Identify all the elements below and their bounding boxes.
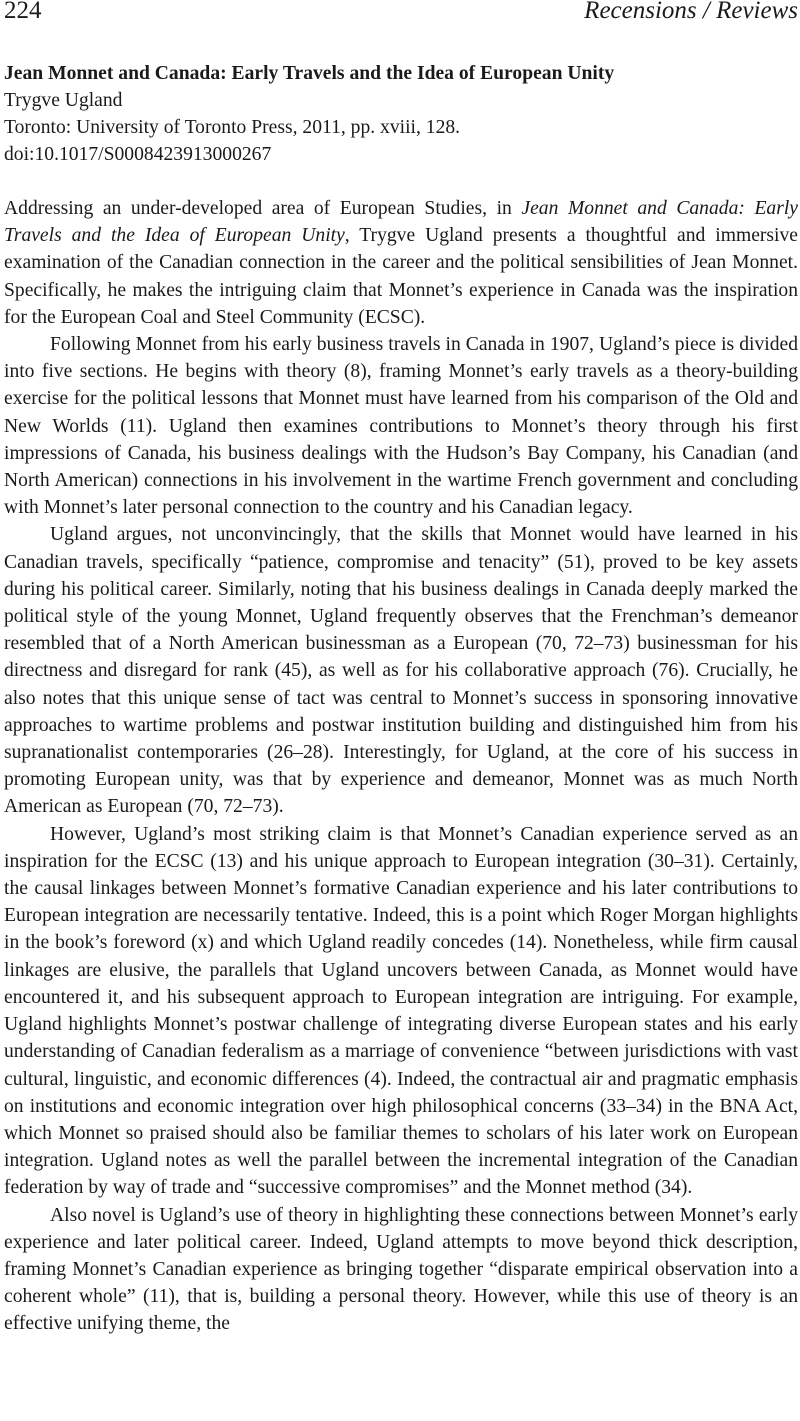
paragraph-text: , Trygve Ugland presents a thoughtful and immersive examination of the Canadian connection in the career and the political sensibilities of Jean Monnet. Specifically, he makes the intriguing claim that Monnet’s experience in Canada was the inspiration for the European Coal and Steel Community (ECSC).	[4, 225, 798, 328]
paragraph: Following Monnet from his early business travels in Canada in 1907, Ugland’s piece is divided into five sections. He begins with theory (8), framing Monnet’s early travels as a theory-building exercise for the political lessons that Monnet must have learned from his comparison of the Old and New Worlds (11). Ugland then examines contributions to Monnet’s theory through his first impressions of Canada, his business dealings with the Hudson’s Bay Company, his Canadian (and North American) connections in his involvement in the wartime French government and concluding with Monnet’s later personal connection to the country and his Canadian legacy.	[4, 334, 798, 519]
running-head	[4, 0, 798, 27]
paragraph: Also novel is Ugland’s use of theory in highlighting these connections between Monnet’s early experience and later political career. Indeed, Ugland attempts to move beyond thick description, framing Monnet’s Canadian experience as bringing together “disparate empirical observation into a coherent whole” (11), that is, building a personal theory. However, while this use of theory is an effective unifying theme, the	[4, 1204, 798, 1335]
book-title-italic: Jean Monnet and Canada: Early Travels and the Idea of European Unity	[4, 198, 798, 247]
section-title: Recensions / Reviews	[584, 0, 798, 24]
paragraph-text: Addressing an under-developed area of European Studies, in	[4, 198, 522, 219]
book-author: Trygve Ugland	[4, 90, 123, 111]
book-title: Jean Monnet and Canada: Early Travels and the Idea of European Unity	[4, 63, 615, 84]
paragraph: Ugland argues, not unconvincingly, that the skills that Monnet would have learned in his Canadian travels, specifically “patience, compromise and tenacity” (51), proved to be key assets during his political career. Similarly, noting that his business dealings in Canada deeply marked the political style of the young Monnet, Ugland frequently observes that the Frenchman’s demeanor resembled that of a North American businessman as a European (70, 72–73) businessman for his directness and disregard for rank (45), as well as for his collaborative approach (76). Crucially, he also notes that this unique sense of tact was central to Monnet’s success in sponsoring innovative approaches to wartime problems and postwar institution building and distinguished him from his supranationalist contemporaries (26–28). Interestingly, for Ugland, at the core of his success in promoting European unity, was that by experience and demeanor, Monnet was as much North American as European (70, 72–73).	[4, 524, 798, 818]
paragraph: However, Ugland’s most striking claim is that Monnet’s Canadian experience served as an inspiration for the ECSC (13) and his unique approach to European integration (30–31). Certainly, the causal linkages between Monnet’s formative Canadian experience and his later contributions to European integration are necessarily tentative. Indeed, this is a point which Roger Morgan highlights in the book’s foreword (x) and which Ugland readily concedes (14). Nonetheless, while firm causal linkages are elusive, the parallels that Ugland uncovers between Canada, as Monnet would have encountered it, and his subsequent approach to European integration are intriguing. For example, Ugland highlights Monnet’s postwar challenge of integrating diverse European states and his early understanding of Canadian federalism as a marriage of convenience “between jurisdictions with vast cultural, linguistic, and economic differences (4). Indeed, the contractual air and pragmatic emphasis on institutions and economic integration over high philosophical concerns (33–34) in the BNA Act, which Monnet so praised should also be familiar themes to scholars of his later work on European integration. Ugland notes as well the parallel between the incremental integration of the Canadian federation by way of trade and “successive compromises” and the Monnet method (34).	[4, 823, 798, 1199]
page	[4, 0, 798, 1338]
review-body	[4, 195, 798, 1338]
page-number: 224	[4, 0, 42, 24]
publication-info: Toronto: University of Toronto Press, 2011, pp. xviii, 128.	[4, 117, 461, 138]
doi: doi:10.1017/S0008423913000267	[4, 144, 272, 165]
book-citation	[4, 60, 798, 168]
paragraph	[4, 195, 798, 331]
